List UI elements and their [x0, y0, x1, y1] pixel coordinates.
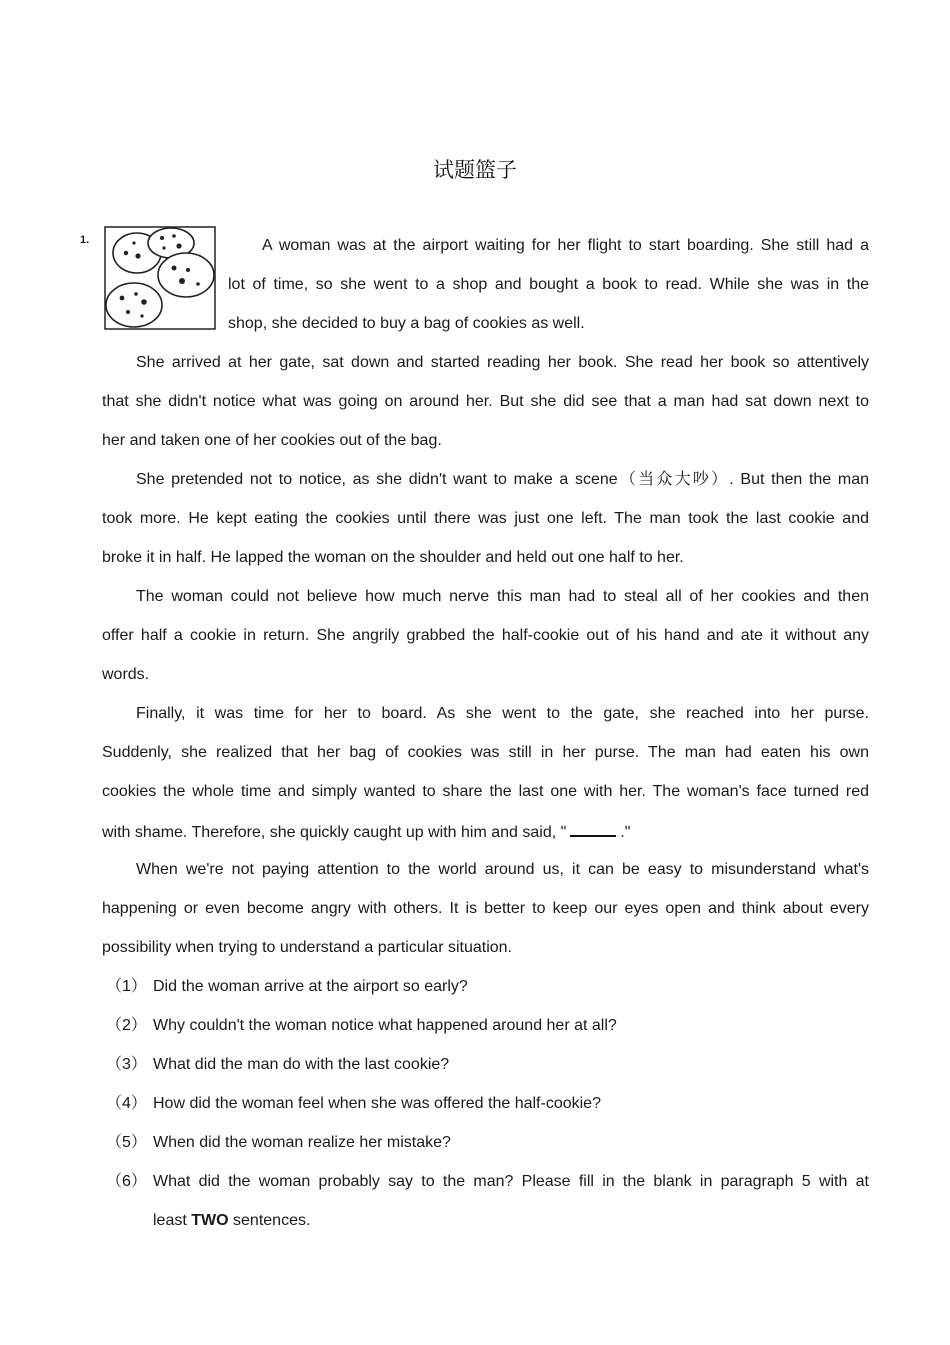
passage-line: offer half a cookie in return. She angrily grabbed the half-cookie out of his hand and ate it without any [102, 627, 869, 644]
passage-line: cookies the whole time and simply wanted to share the last one with her. The woman's face turned red [102, 783, 869, 800]
question-num: （2） [106, 1017, 147, 1034]
question-text: Did the woman arrive at the airport so early? [153, 978, 468, 995]
passage-line: her and taken one of her cookies out of the bag. [102, 432, 442, 449]
passage-line: words. [102, 666, 150, 683]
question-num: （1） [106, 978, 147, 995]
passage-text: ." [620, 824, 631, 841]
question-num: （5） [106, 1134, 147, 1151]
passage-line: A woman was at the airport waiting for her flight to start boarding. She still had a [262, 237, 869, 254]
passage-line: When we're not paying attention to the world around us, it can be easy to misunderstand what's [136, 861, 869, 878]
passage-line: Finally, it was time for her to board. As she went to the gate, she reached into her purse. [136, 705, 869, 722]
page-title: 试题篮子 [433, 158, 517, 182]
passage-line: shop, she decided to buy a bag of cookies as well. [228, 315, 585, 332]
question-text: least [153, 1212, 192, 1229]
passage-line: The woman could not believe how much nerve this man had to steal all of her cookies and then [136, 588, 869, 605]
passage-line: lot of time, so she went to a shop and bought a book to read. While she was in the [228, 276, 869, 293]
question-text: What did the man do with the last cookie? [153, 1056, 450, 1073]
passage-line-with-blank [102, 821, 869, 843]
passage-line: She arrived at her gate, sat down and started reading her book. She read her book so attentively [136, 354, 869, 371]
question-num: （6） [106, 1173, 147, 1190]
passage-line: possibility when trying to understand a particular situation. [102, 939, 512, 956]
passage-line: that she didn't notice what was going on around her. But she did see that a man had sat down next to [102, 393, 869, 410]
question-text: When did the woman realize her mistake? [153, 1134, 451, 1151]
passage-line: She pretended not to notice, as she didn't want to make a scene（当众大吵）. But then the man [136, 471, 869, 488]
question-text: Why couldn't the woman notice what happened around her at all? [153, 1017, 617, 1034]
question-text-continued [153, 1211, 310, 1231]
passage-line: Suddenly, she realized that her bag of cookies was still in her purse. The man had eaten his own [102, 744, 869, 761]
question-num: （3） [106, 1056, 147, 1073]
answer-blank [570, 821, 616, 837]
passage-line: took more. He kept eating the cookies until there was just one left. The man took the last cookie and [102, 510, 869, 527]
question-number: 1. [80, 234, 90, 246]
passage-text: with shame. Therefore, she quickly caught up with him and said, " [102, 824, 567, 841]
question-emphasis: TWO [191, 1212, 229, 1229]
question-num: （4） [106, 1095, 147, 1112]
passage-line: happening or even become angry with others. It is better to keep our eyes open and think about every [102, 900, 869, 917]
question-text: How did the woman feel when she was offered the half-cookie? [153, 1095, 601, 1112]
question-text: What did the woman probably say to the man? Please fill in the blank in paragraph 5 with at [153, 1173, 869, 1190]
question-text: sentences. [228, 1212, 311, 1229]
passage-line: broke it in half. He lapped the woman on the shoulder and held out one half to her. [102, 549, 684, 566]
cookies-illustration [104, 226, 216, 330]
